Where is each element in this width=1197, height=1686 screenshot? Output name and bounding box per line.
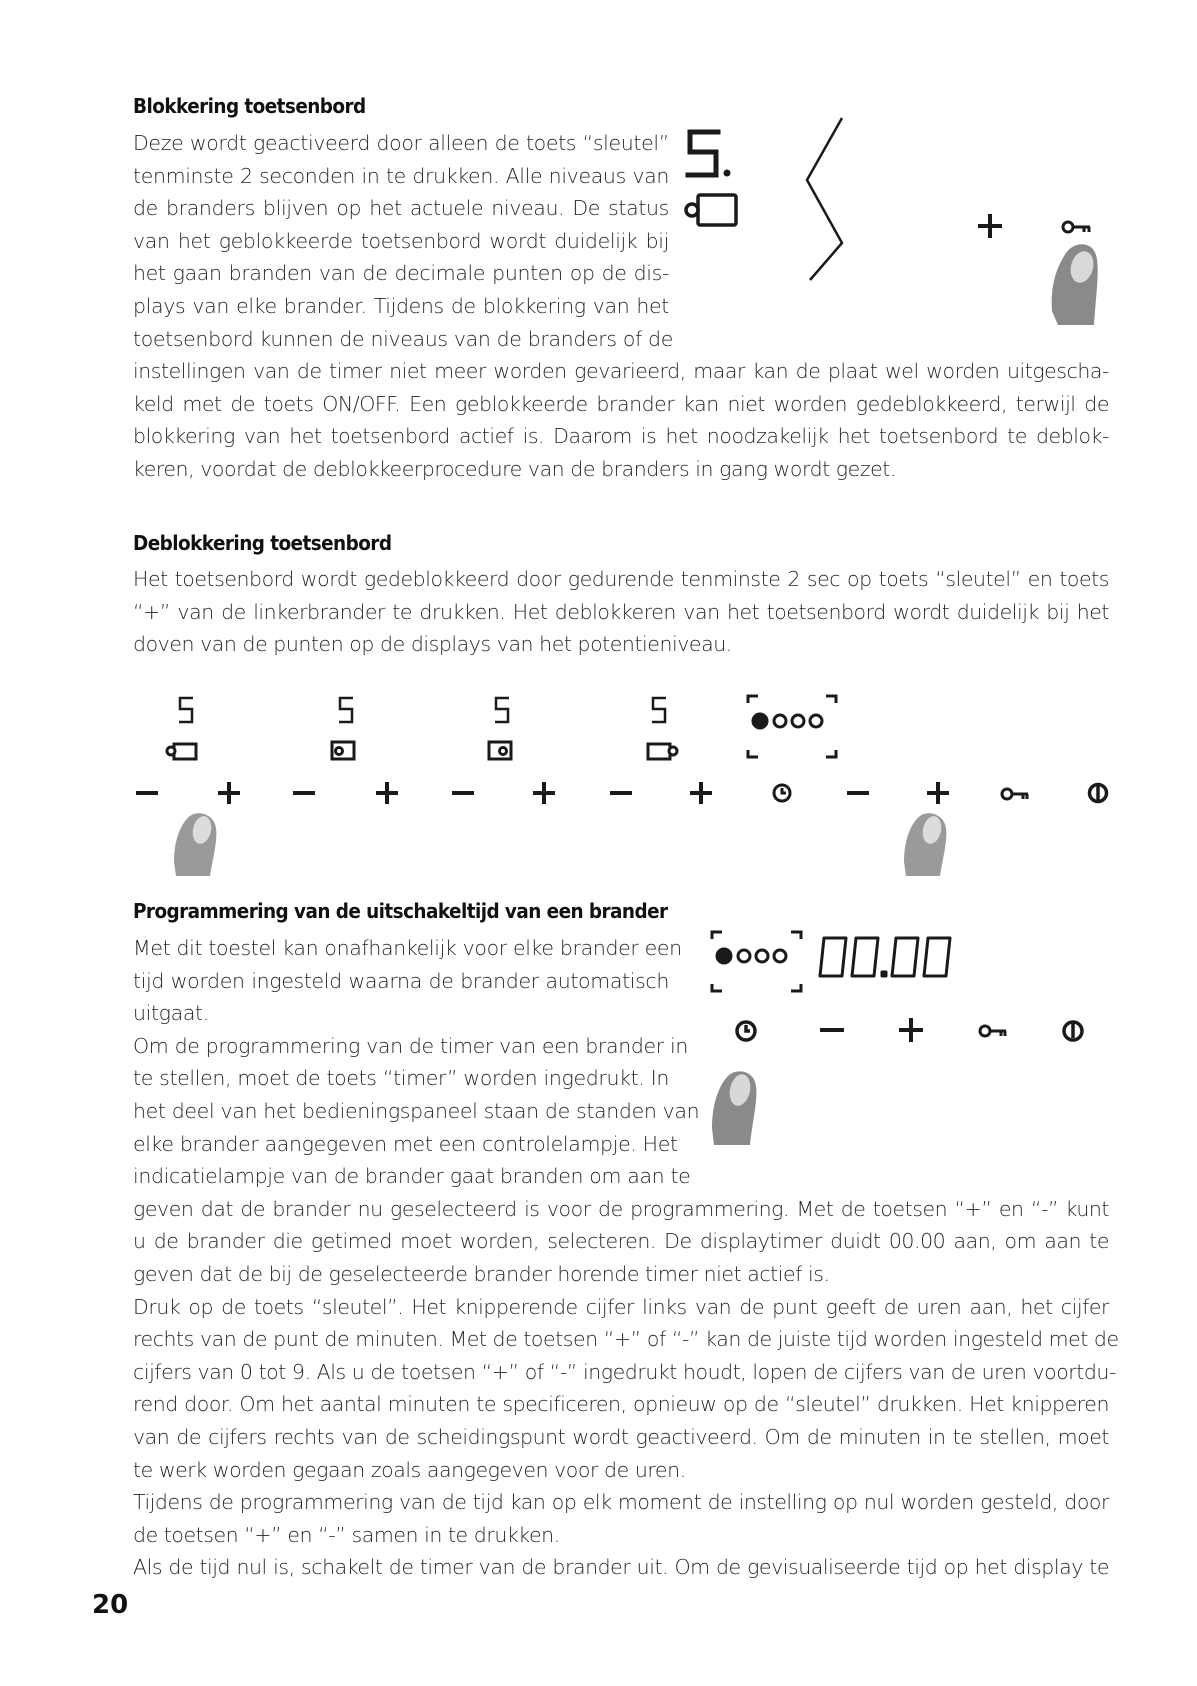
burner-display-2 — [339, 698, 353, 722]
finger-icon — [712, 1071, 756, 1145]
zigzag-separator — [807, 118, 842, 280]
plus-button[interactable] — [533, 782, 555, 804]
timer-icon[interactable] — [737, 1022, 755, 1040]
text-line: keld met de toets ON/OFF. Een geblokkeerde brander kan niet worden gedeblokkeerd, terwijl de — [133, 391, 1109, 416]
text-line: keren, voordat de deblokkeerprocedure van de branders in gang wordt gezet. — [133, 456, 896, 481]
timer-indicator — [748, 696, 836, 757]
section-heading-programmering: Programmering van de uitschakeltijd van een brander — [133, 899, 668, 923]
text-line: tenminste 2 seconden in te drukken. Alle niveaus van — [133, 163, 669, 188]
plus-button[interactable] — [899, 1018, 923, 1042]
decimal-point — [724, 170, 731, 177]
text-line: geven dat de brander nu geselecteerd is voor de programmering. Met de toetsen “+” en “-” kunt — [133, 1196, 1109, 1221]
timer-icon[interactable] — [774, 785, 790, 801]
text-line: Deze wordt geactiveerd door alleen de toets “sleutel” — [133, 131, 669, 155]
section-heading-deblokkering: Deblokkering toetsenbord — [133, 531, 392, 555]
burner-position-icon-rear-right — [489, 742, 511, 759]
text-line: cijfers van 0 tot 9. Als u de toetsen “+” of “-” ingedrukt houdt, lopen de cijfers van de uren voortdu- — [133, 1359, 1116, 1384]
power-icon[interactable] — [1064, 1022, 1082, 1040]
plus-button[interactable] — [690, 782, 712, 804]
plus-button[interactable] — [978, 214, 1002, 238]
text-line: “+” van de linkerbrander te drukken. Het deblokkeren van het toetsenbord wordt duidelijk bij het — [133, 599, 1109, 624]
text-line: blokkering van het toetsenbord actief is. Daarom is het noodzakelijk het toetsenbord te deblok- — [133, 424, 1109, 449]
finger-icon — [1052, 244, 1098, 325]
plus-button[interactable] — [218, 782, 240, 804]
page-number: 20 — [92, 1590, 129, 1620]
finger-icon — [904, 813, 946, 876]
key-icon[interactable] — [1063, 222, 1090, 232]
text-line: doven van de punten op de displays van het potentieniveau. — [133, 632, 732, 657]
text-line: tijd worden ingesteld waarna de brander automatisch — [133, 968, 669, 993]
timer-indicator — [712, 932, 801, 991]
text-line: geven dat de bij de geselecteerde brander horende timer niet actief is. — [133, 1261, 830, 1286]
plus-button[interactable] — [927, 782, 949, 804]
key-icon[interactable] — [1002, 789, 1028, 799]
lock-figure — [680, 115, 1120, 325]
text-line: uitgaat. — [133, 1001, 209, 1026]
burner-display-4 — [652, 698, 666, 722]
section-heading-blokkering: Blokkering toetsenbord — [133, 94, 366, 118]
text-line: rechts van de punt de minuten. Met de toetsen “+” of “-” kan de juiste tijd worden ingesteld met de — [133, 1327, 1119, 1352]
timer-display — [820, 938, 950, 976]
text-line: plays van elke brander. Tijdens de blokkering van het — [133, 293, 669, 318]
key-icon[interactable] — [980, 1026, 1006, 1036]
lock-indicator-icon — [686, 195, 736, 225]
burner-display-1 — [179, 698, 193, 722]
text-line: toetsenbord kunnen de niveaus van de branders of de — [133, 326, 673, 351]
burner-position-icon-right — [648, 744, 677, 759]
text-line: het gaan branden van de decimale punten op de dis- — [133, 261, 669, 286]
text-line: de branders blijven op het actuele niveau. De status — [133, 196, 669, 221]
text-line: Als de tijd nul is, schakelt de timer van de brander uit. Om de gevisualiseerde tijd op het display te — [133, 1555, 1109, 1580]
display-digit-5 — [688, 132, 718, 175]
text-line: te stellen, moet de toets “timer” worden ingedrukt. In — [133, 1066, 669, 1091]
text-line: instellingen van de timer niet meer worden gevarieerd, maar kan de plaat wel worden uitgescha- — [133, 359, 1109, 384]
text-line: van de cijfers rechts van de scheidingspunt wordt geactiveerd. Om de minuten in te stellen, moet — [133, 1424, 1109, 1449]
text-line: indicatielampje van de brander gaat branden om aan te — [133, 1164, 691, 1189]
section2-body — [133, 563, 1109, 661]
text-line: Om de programmering van de timer van een brander in — [133, 1033, 689, 1058]
burner-display-3 — [495, 698, 509, 722]
text-line: u de brander die getimed moet worden, selecteren. De displaytimer duidt 00.00 aan, om aan te — [133, 1229, 1109, 1254]
control-panel-figure — [130, 690, 1120, 880]
finger-icon — [174, 813, 216, 876]
power-icon[interactable] — [1090, 785, 1107, 802]
text-line: elke brander aangegeven met een controlelampje. Het — [133, 1131, 678, 1156]
text-line: Druk op de toets “sleutel”. Het knipperende cijfer links van de punt geeft de uren aan, het cijfer — [133, 1294, 1109, 1319]
text-line: het deel van het bedieningspaneel staan de standen van — [133, 1098, 700, 1123]
burner-position-icon-rear-left — [332, 742, 354, 759]
text-line: Het toetsenbord wordt gedeblokkeerd door gedurende tenminste 2 sec op toets “sleutel” en toets — [133, 567, 1109, 591]
text-line: rend door. Om het aantal minuten te specificeren, opnieuw op de “sleutel” drukken. Het knipperen — [133, 1392, 1109, 1417]
text-line: van het geblokkeerde toetsenbord wordt duidelijk bij — [133, 228, 669, 253]
text-line: te werk worden gegaan zoals aangegeven voor de uren. — [133, 1457, 686, 1482]
text-line: de toetsen “+” en “-” samen in te drukken. — [133, 1522, 560, 1547]
burner-position-icon-left — [167, 744, 196, 759]
plus-button[interactable] — [376, 782, 398, 804]
timer-figure — [700, 920, 1120, 1145]
text-line: Tijdens de programmering van de tijd kan op elk moment de instelling op nul worden gesteld, door — [133, 1490, 1109, 1515]
text-line: Met dit toestel kan onafhankelijk voor elke brander een — [133, 936, 682, 960]
